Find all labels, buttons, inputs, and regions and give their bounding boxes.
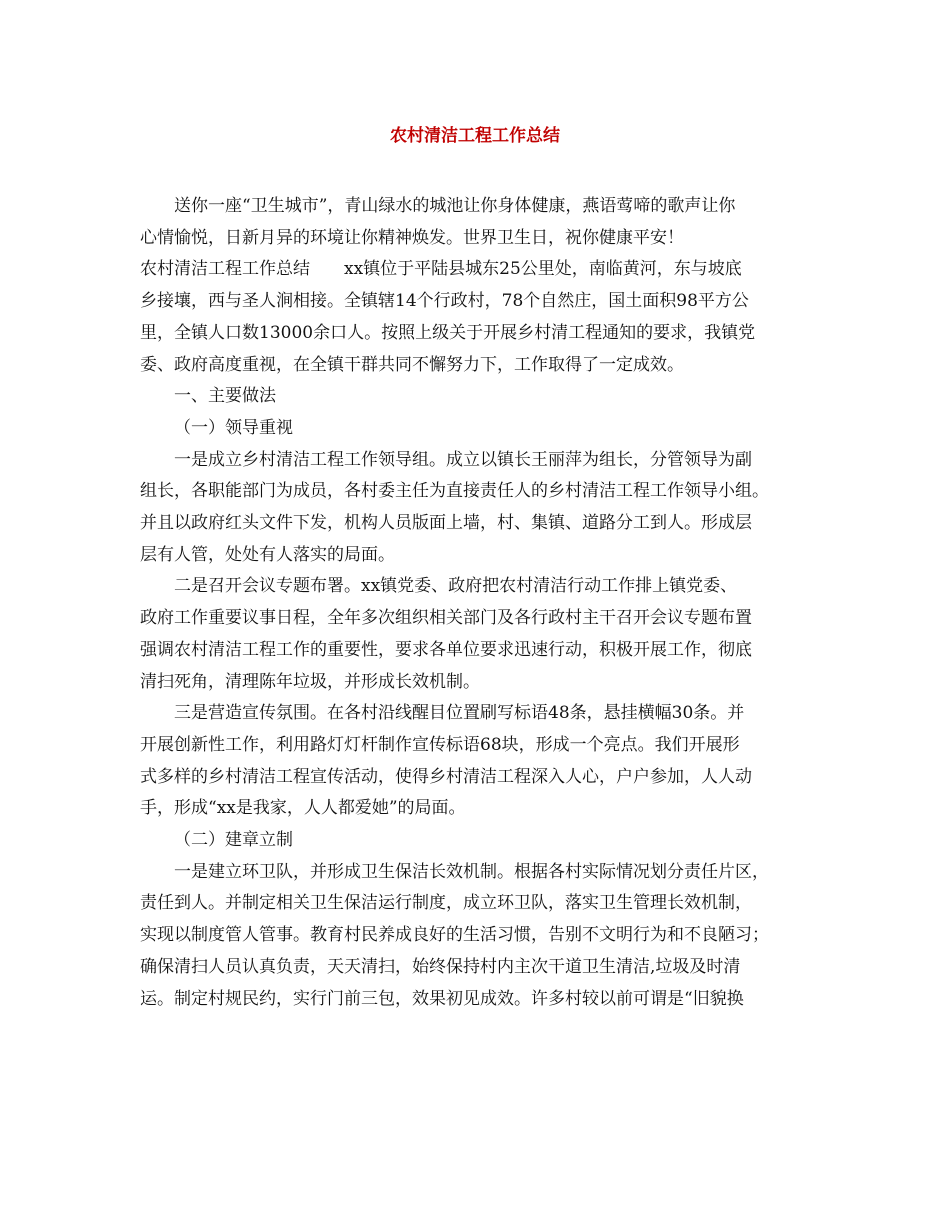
body-line: 层有人管，处处有人落实的局面。: [140, 544, 395, 565]
body-line: 运。制定村规民约，实行门前三包，效果初见成效。许多村较以前可谓是“旧貌换: [140, 988, 744, 1009]
body-line: 送你一座“卫生城市”，青山绿水的城池让你身体健康，燕语莺啼的歌声让你: [174, 196, 736, 216]
document-body: [140, 191, 824, 1015]
body-line: 委、政府高度重视，在全镇干群共同不懈努力下，工作取得了一定成效。: [140, 354, 684, 375]
body-line: 实现以制度管人管事。教育村民养成良好的生活习惯，告别不文明行为和不良陋习；: [140, 925, 769, 946]
body-line: 乡接壤，西与圣人涧相接。全镇辖14个行政村，78个自然庄，国土面积98平方公: [140, 291, 749, 312]
body-line: 组长，各职能部门为成员，各村委主任为直接责任人的乡村清洁工程工作领导小组。: [140, 481, 769, 502]
body-line: 开展创新性工作，利用路灯灯杆制作宣传标语68块，形成一个亮点。我们开展形: [140, 734, 740, 755]
body-line: 并且以政府红头文件下发，机构人员版面上墙，村、集镇、道路分工到人。形成层: [140, 513, 752, 534]
document-title: 农村清洁工程工作总结: [390, 126, 560, 146]
body-line: 强调农村清洁工程工作的重要性，要求各单位要求迅速行动，积极开展工作，彻底: [140, 639, 752, 660]
body-line: 心情愉悦，日新月异的环境让你精神焕发。世界卫生日，祝你健康平安！: [140, 227, 684, 248]
body-line: 一是成立乡村清洁工程工作领导组。成立以镇长王丽萍为组长，分管领导为副: [174, 449, 752, 470]
section-heading: 一、主要做法: [174, 386, 276, 407]
body-line: 里，全镇人口数13000余口人。按照上级关于开展乡村清工程通知的要求，我镇党: [140, 322, 756, 343]
body-line: 手，形成“xx是我家，人人都爱她”的局面。: [140, 798, 466, 819]
body-line: 确保清扫人员认真负责，天天清扫，始终保持村内主次干道卫生清洁,垃圾及时清: [140, 956, 741, 977]
body-line: 农村清洁工程工作总结 xx镇位于平陆县城东25公里处，南临黄河，东与坡底: [140, 259, 742, 280]
body-line: 责任到人。并制定相关卫生保洁运行制度，成立环卫队，落实卫生管理长效机制，: [140, 893, 752, 914]
subsection-heading: （二）建章立制: [174, 830, 293, 851]
body-line: 三是营造宣传氛围。在各村沿线醒目位置刷写标语48条，悬挂横幅30条。并: [174, 703, 745, 724]
body-line: 二是召开会议专题布署。xx镇党委、政府把农村清洁行动工作排上镇党委、: [174, 576, 738, 597]
body-line: 政府工作重要议事日程，全年多次组织相关部门及各行政村主干召开会议专题布置: [140, 608, 752, 629]
subsection-heading: （一）领导重视: [174, 417, 293, 438]
body-line: 清扫死角，清理陈年垃圾，并形成长效机制。: [140, 671, 480, 692]
body-line: 式多样的乡村清洁工程宣传活动，使得乡村清洁工程深入人心，户户参加，人人动: [140, 766, 752, 787]
body-line: 一是建立环卫队，并形成卫生保洁长效机制。根据各村实际情况划分责任片区，: [174, 861, 769, 882]
